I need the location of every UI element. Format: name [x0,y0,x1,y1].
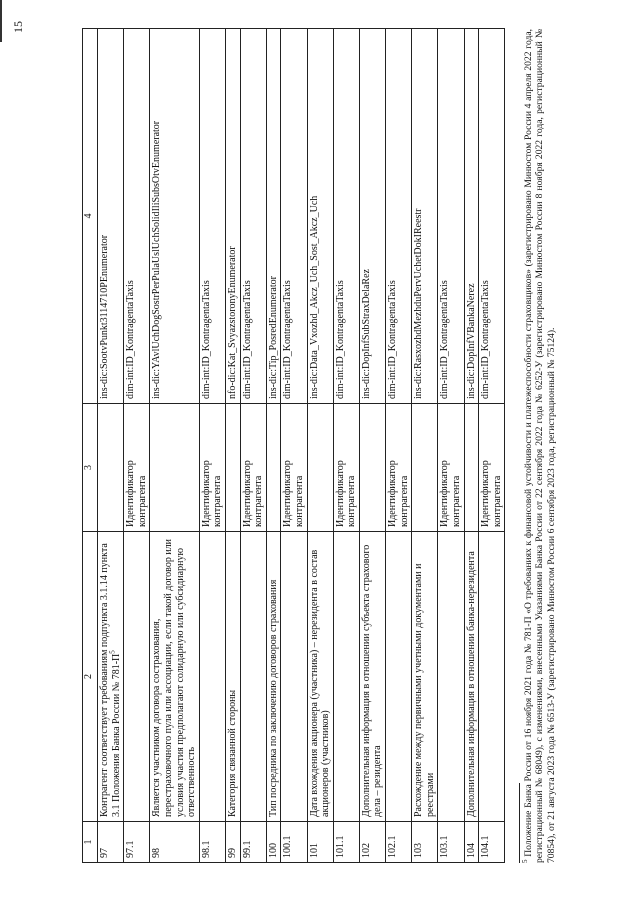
element-code-cell [386,29,412,404]
indicator-role-text: Идентификатор контрагента [125,460,148,527]
footnote-mark: 5 [520,859,529,863]
row-number-cell [240,822,266,863]
indicator-name-cell [479,532,505,822]
indicator-name-cell [281,532,307,822]
table-row [359,29,385,863]
row-number-text: 100.1 [282,835,294,858]
indicator-name-cell [438,532,464,822]
element-code-text: dim-int:ID_KontragentaTaxis [241,280,253,399]
row-number-text: 99 [226,848,238,858]
row-number-cell [150,822,199,863]
row-number-text: 98 [151,848,163,858]
table-row [266,29,281,863]
element-code-cell [479,29,505,404]
row-number-cell [438,822,464,863]
element-code-cell [124,29,150,404]
indicator-role-cell [150,404,199,532]
element-code-text: dim-int:ID_KontragentaTaxis [282,280,294,399]
indicator-role-text: Идентификатор контрагента [334,460,358,527]
element-code-text: ins-dic:Tip_PosredEnumerator [267,276,279,399]
row-number-text: 104 [465,843,477,858]
element-code-text: dim-int:ID_KontragentaTaxis [334,280,346,399]
table-row [124,29,150,863]
element-code-cell [307,29,333,404]
header-cell: 4 [83,29,98,404]
table-header-row [83,29,98,863]
element-code-cell [464,29,479,404]
indicator-name-text: Категория связанной стороны [226,689,238,817]
indicator-role-cell [240,404,266,532]
element-code-text: ins-dic:SootvPunkt3114710PEnumerator [99,234,110,399]
element-code-text: dim-int:ID_KontragentaTaxis [387,280,399,399]
row-number-text: 103.1 [439,835,451,858]
footnote-separator [519,783,520,863]
element-code-cell [225,29,240,404]
element-code-cell [98,29,124,404]
row-number-cell [124,822,150,863]
row-number-cell [333,822,359,863]
indicator-role-text: Идентификатор контрагента [480,460,503,527]
indicator-role-text: Идентификатор контрагента [282,460,305,527]
element-code-text: ins-dic:YAvlUchDogSostrPerPulaUslUchSolidIliSubsOtvEnumerator [151,120,163,399]
element-code-cell [240,29,266,404]
element-code-text: dim-int:ID_KontragentaTaxis [480,280,492,399]
row-number-cell [307,822,333,863]
indicator-role-cell [359,404,385,532]
table-row [240,29,266,863]
indicator-name-cell [98,532,124,822]
table-row [150,29,199,863]
indicator-role-cell [281,404,307,532]
indicator-name-cell [150,532,199,822]
indicator-role-text: Идентификатор контрагента [387,460,410,527]
row-number-text: 97 [99,848,110,858]
row-number-cell [281,822,307,863]
element-code-text: ins-dic:DopInfVBankaNerez [465,283,477,399]
element-code-cell [438,29,464,404]
element-code-text: dim-int:ID_KontragentaTaxis [125,280,137,399]
indicator-name-cell [225,532,240,822]
element-code-text: ins-dic:RasxozhdMezhduPervUchetDokIReestr [413,208,425,399]
row-number-cell [199,822,225,863]
row-number-text: 101 [308,843,320,858]
indicator-role-cell [98,404,124,532]
table-row [438,29,464,863]
indicator-name-cell [386,532,412,822]
indicator-name-text: Дополнительная информация в отношении банка-нерезидента [465,551,477,817]
indicator-name-cell [464,532,479,822]
row-number-text: 104.1 [480,835,492,858]
row-number-cell [225,822,240,863]
table-row [333,29,359,863]
element-code-cell [333,29,359,404]
table-row [412,29,438,863]
row-number-text: 98.1 [200,840,212,858]
row-number-text: 99.1 [241,840,253,858]
indicator-name-text: Тип посредника по заключению договоров страхования [267,579,279,817]
row-number-cell [359,822,385,863]
indicator-role-cell [124,404,150,532]
row-number-text: 97.1 [125,840,137,858]
indicator-name-text: Дополнительная информация в отношении субъекта страхового дела – резидента [360,544,384,817]
row-number-cell [98,822,124,863]
row-number-text: 102.1 [387,835,399,858]
indicator-name-cell [199,532,225,822]
row-number-text: 100 [267,843,279,858]
indicator-role-cell [333,404,359,532]
table-row [386,29,412,863]
indicator-role-cell [307,404,333,532]
indicator-role-cell [199,404,225,532]
header-cell: 2 [83,532,98,822]
header-cell: 3 [83,404,98,532]
indicator-name-cell [333,532,359,822]
indicator-role-cell [464,404,479,532]
indicator-name-cell [266,532,281,822]
row-number-cell [479,822,505,863]
table-row [281,29,307,863]
indicator-name-cell [307,532,333,822]
row-number-cell [464,822,479,863]
indicator-role-cell [412,404,438,532]
indicator-role-cell [438,404,464,532]
table-row [199,29,225,863]
header-cell: 1 [83,822,98,863]
indicator-name-cell [124,532,150,822]
element-code-cell [199,29,225,404]
element-code-cell [359,29,385,404]
indicator-name-text: Является участником договора сострахования, перестраховочного пула или ассоциации, если такой договор или условия участия предполагают солидарную или субсидиарную ответственность [151,538,198,817]
indicator-name-cell [359,532,385,822]
table-row [98,29,124,863]
indicator-role-cell [266,404,281,532]
page-number: 15 [11,21,25,33]
table-row [464,29,479,863]
indicator-name-text: Контрагент соответствует требованиям подпункта 3.1.14 пункта 3.1 Положения Банка России № 781-П [99,543,122,817]
element-code-text: dim-int:ID_KontragentaTaxis [439,280,451,399]
element-code-cell [150,29,199,404]
row-number-text: 101.1 [334,835,346,858]
indicator-name-text: Дата вхождения акционера (участника) – нерезидента в состав акционеров (участников) [308,549,332,817]
attributes-table [82,28,505,863]
indicator-role-text: Идентификатор контрагента [439,460,463,527]
table-row [479,29,505,863]
indicator-name-cell [240,532,266,822]
table-row [225,29,240,863]
indicator-role-cell [479,404,505,532]
footnote-text: Положение Банка России от 16 ноября 2021 года № 781-П «О требованиях к финансовой устойчивости и платежеспособности страховщиков» (зарегистрировано Минюстом России 4 апреля 2022 года, регистрационный № 68049), с изменениями, внесенными Указаниями Банка России от 22 сентября 2022 года № 6252-У (зарегистрировано Минюстом России 8 ноября 2022 года, регистрационный № 70854), от 21 августа 2023 года № 6513-У (зарегистрировано Минюстом России 6 сентября 2023 года, регистрационный № 75124). [523,29,557,863]
table-row [307,29,333,863]
element-code-cell [281,29,307,404]
indicator-role-text: Идентификатор контрагента [200,460,224,527]
indicator-name-text: Расхождение между первичными учетными документами и реестрами [413,563,436,817]
element-code-text: ins-dic:DopInfSubStraxDelaRez [360,269,372,399]
row-number-cell [266,822,281,863]
element-code-text: dim-int:ID_KontragentaTaxis [200,280,212,399]
footnote-ref: 5 [108,650,117,654]
indicator-name-cell [412,532,438,822]
element-code-text: ins-dic:Data_Vxozhd_Akcz_Uch_Sost_Akcz_Uch [308,195,320,399]
footnote [520,29,557,863]
row-number-text: 103 [413,843,425,858]
element-code-cell [266,29,281,404]
indicator-role-cell [386,404,412,532]
row-number-cell [412,822,438,863]
indicator-role-text: Идентификатор контрагента [241,460,265,527]
indicator-role-cell [225,404,240,532]
row-number-cell [386,822,412,863]
row-number-text: 102 [360,843,372,858]
element-code-text: nfo-dic:Kat_SvyazstoronyEnumerator [226,246,238,399]
element-code-cell [412,29,438,404]
